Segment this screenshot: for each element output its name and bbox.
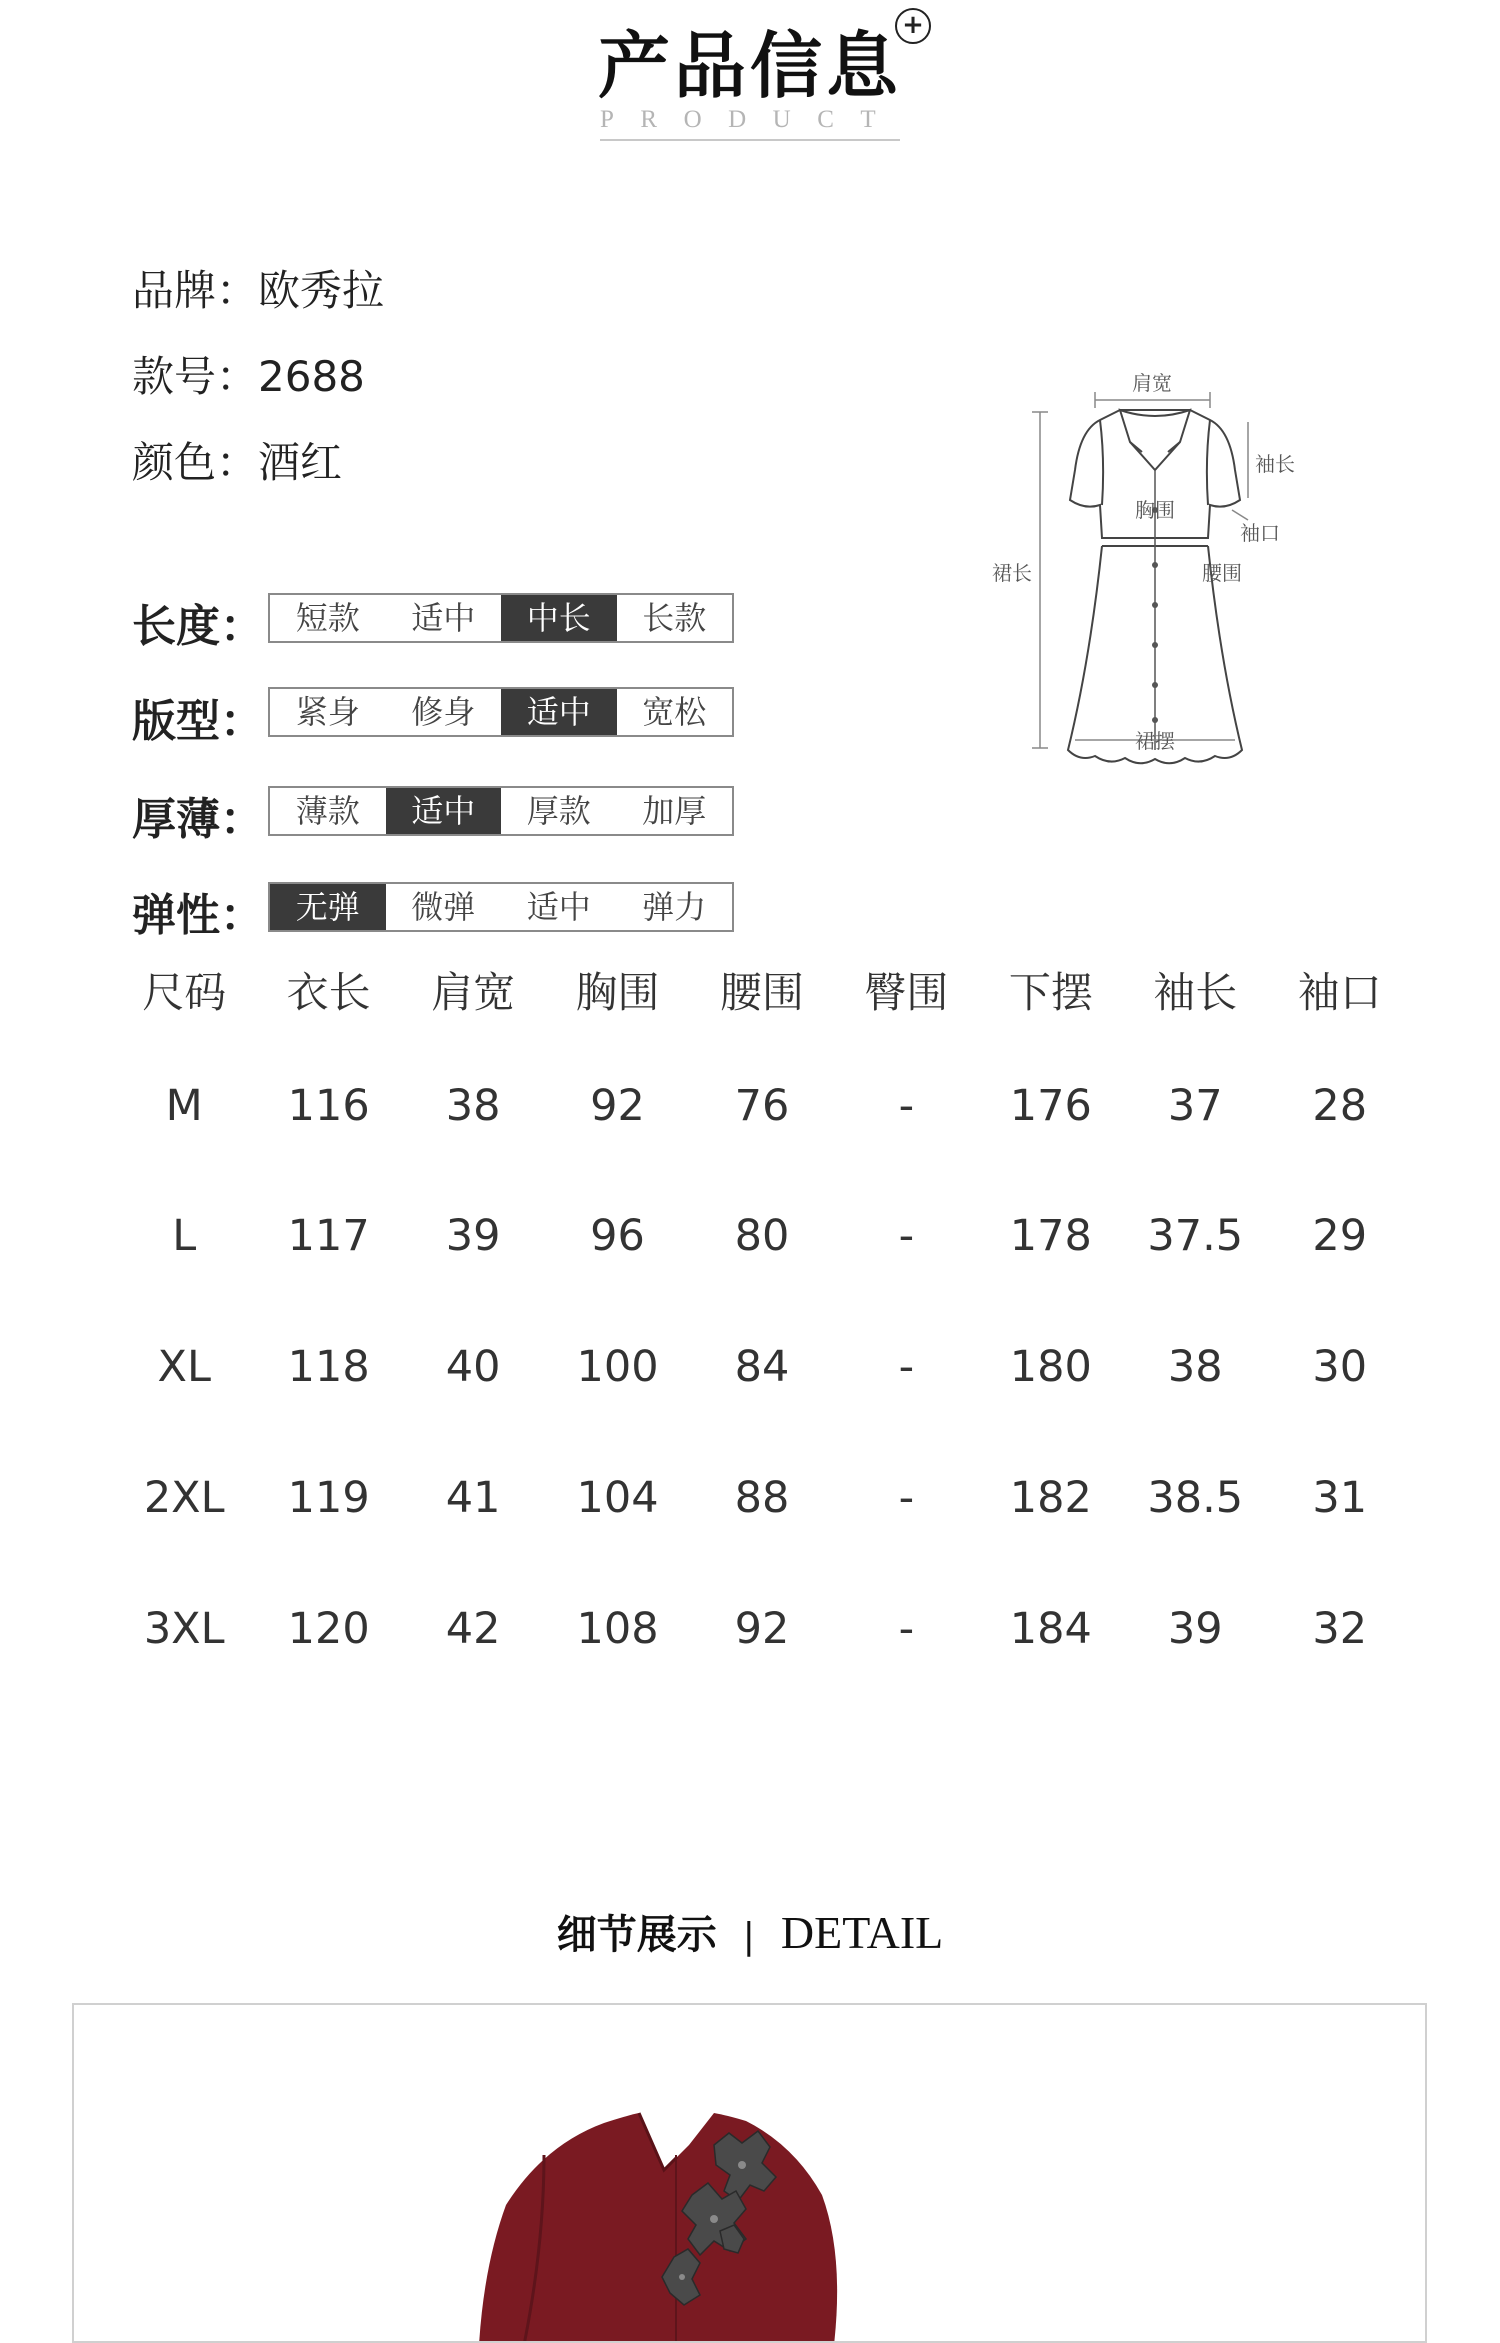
attr-elasticity-option: 适中: [526, 888, 591, 926]
info-color-label: 颜色：: [132, 438, 259, 487]
detail-heading-cn: 细节展示: [556, 1912, 717, 1958]
attr-fit-option: 紧身: [295, 693, 360, 731]
attr-thickness-option: 适中: [386, 788, 502, 834]
detail-heading-separator: |: [742, 1916, 755, 1957]
table-row: [112, 1170, 1412, 1301]
detail-heading: [0, 1903, 1500, 1960]
detail-heading-en: DETAIL: [780, 1907, 944, 1958]
table-cell-size: XL: [157, 1341, 211, 1392]
info-color: [132, 430, 342, 490]
attr-length-option: 中长: [501, 595, 617, 641]
page-subtitle: PRODUCT: [600, 106, 903, 133]
size-table-header: 袖长: [1153, 968, 1238, 1017]
size-table-header: 腰围: [719, 968, 804, 1017]
attr-fit-option: 适中: [501, 689, 617, 735]
table-cell: 40: [445, 1341, 501, 1392]
info-brand-label: 品牌：: [132, 266, 259, 315]
table-cell: 29: [1312, 1210, 1368, 1261]
table-cell-size: M: [165, 1081, 203, 1131]
table-cell: -: [898, 1341, 915, 1392]
table-cell: 182: [1009, 1472, 1092, 1523]
size-table-header: 胸围: [575, 968, 660, 1017]
dress-photo-image: [74, 2005, 1427, 2343]
table-cell: 80: [734, 1210, 790, 1261]
attr-length-label: 长度：: [132, 601, 264, 652]
attr-thickness-option: 厚款: [526, 792, 591, 830]
table-cell: 76: [734, 1081, 790, 1131]
table-cell: 118: [287, 1341, 370, 1392]
diagram-label-shoulder: 肩宽: [1132, 371, 1172, 395]
size-table-header: 衣长: [286, 968, 371, 1017]
table-cell: 30: [1312, 1341, 1368, 1392]
attr-fit-label: 版型：: [132, 696, 264, 747]
attr-elasticity-scale: [268, 882, 734, 932]
attr-elasticity-option: 微弹: [411, 888, 476, 926]
table-cell: 120: [287, 1603, 370, 1654]
diagram-label-sleeve-length: 袖长: [1255, 452, 1295, 476]
size-table-header: 下摆: [1008, 968, 1093, 1017]
info-brand: [132, 258, 384, 318]
table-cell: 37.5: [1147, 1210, 1244, 1261]
table-cell: 178: [1009, 1210, 1092, 1261]
size-table-header: 袖口: [1297, 968, 1382, 1017]
attr-length-option: 短款: [295, 599, 360, 637]
table-row: [112, 1563, 1412, 1694]
table-cell: 39: [445, 1210, 501, 1261]
info-color-value: 酒红: [258, 438, 343, 487]
table-cell: 42: [445, 1603, 501, 1654]
info-brand-value: 欧秀拉: [258, 266, 385, 315]
table-cell: 39: [1167, 1603, 1223, 1654]
table-cell: 117: [287, 1210, 370, 1261]
attr-elasticity-label: 弹性：: [132, 890, 264, 941]
table-cell: -: [898, 1210, 915, 1261]
attr-thickness-scale: [268, 786, 734, 836]
attr-length-option: 长款: [642, 599, 707, 637]
table-cell: 84: [734, 1341, 790, 1392]
table-cell: 119: [287, 1472, 370, 1523]
table-row: [112, 1020, 1412, 1170]
table-cell: 38: [1167, 1341, 1223, 1392]
table-row: [112, 1301, 1412, 1432]
table-cell: 37: [1167, 1081, 1223, 1131]
table-cell: 38.5: [1147, 1472, 1244, 1523]
table-cell: 176: [1009, 1081, 1092, 1131]
table-cell: 32: [1312, 1603, 1368, 1654]
table-cell: 88: [734, 1472, 790, 1523]
size-table-header-row: [112, 960, 1412, 1020]
table-cell: 92: [590, 1081, 645, 1131]
table-row: [112, 1432, 1412, 1563]
table-cell: 41: [445, 1472, 501, 1523]
info-style-number-label: 款号：: [132, 352, 259, 401]
attr-fit-option: 修身: [411, 693, 476, 731]
info-style-number-value: 2688: [258, 352, 365, 401]
detail-photo: [72, 2003, 1427, 2343]
table-cell: 116: [287, 1081, 370, 1131]
size-table-header: 肩宽: [431, 968, 516, 1017]
diagram-label-hem: 裙摆: [1135, 729, 1175, 753]
attr-length-option: 适中: [411, 599, 476, 637]
attr-thickness-option: 薄款: [295, 792, 360, 830]
dress-measurement-diagram: [980, 360, 1310, 780]
table-cell: 38: [445, 1081, 501, 1131]
diagram-label-skirt-length: 裙长: [992, 561, 1032, 585]
table-cell: 184: [1009, 1603, 1092, 1654]
attr-length-scale: [268, 593, 734, 643]
diagram-label-chest: 胸围: [1135, 498, 1175, 522]
attr-elasticity-option: 无弹: [270, 884, 386, 930]
info-style-number: [132, 344, 365, 404]
table-cell: 96: [590, 1210, 645, 1261]
subtitle-underline: [600, 139, 900, 141]
attr-thickness-option: 加厚: [642, 792, 707, 830]
table-cell: -: [898, 1081, 915, 1131]
attr-thickness-label: 厚薄：: [132, 794, 264, 845]
table-cell: 180: [1009, 1341, 1092, 1392]
table-cell-size: 2XL: [143, 1472, 225, 1523]
size-table: [112, 960, 1412, 1694]
diagram-label-cuff: 袖口: [1240, 521, 1280, 545]
table-cell: -: [898, 1472, 915, 1523]
table-cell: -: [898, 1603, 915, 1654]
attr-elasticity-option: 弹力: [642, 888, 707, 926]
table-cell: 28: [1312, 1081, 1368, 1131]
table-cell-size: 3XL: [143, 1603, 225, 1654]
size-table-header: 尺码: [142, 968, 227, 1017]
page-title: 产品信息: [597, 24, 902, 108]
plus-circle-icon: +: [895, 8, 931, 44]
table-cell: 104: [576, 1472, 659, 1523]
diagram-label-waist: 腰围: [1202, 561, 1242, 585]
table-cell-size: L: [172, 1210, 197, 1261]
attr-fit-option: 宽松: [642, 693, 707, 731]
attr-fit-scale: [268, 687, 734, 737]
table-cell: 92: [734, 1603, 790, 1654]
table-cell: 100: [576, 1341, 659, 1392]
table-cell: 108: [576, 1603, 659, 1654]
table-cell: 31: [1312, 1472, 1368, 1523]
size-table-header: 臀围: [864, 968, 949, 1017]
